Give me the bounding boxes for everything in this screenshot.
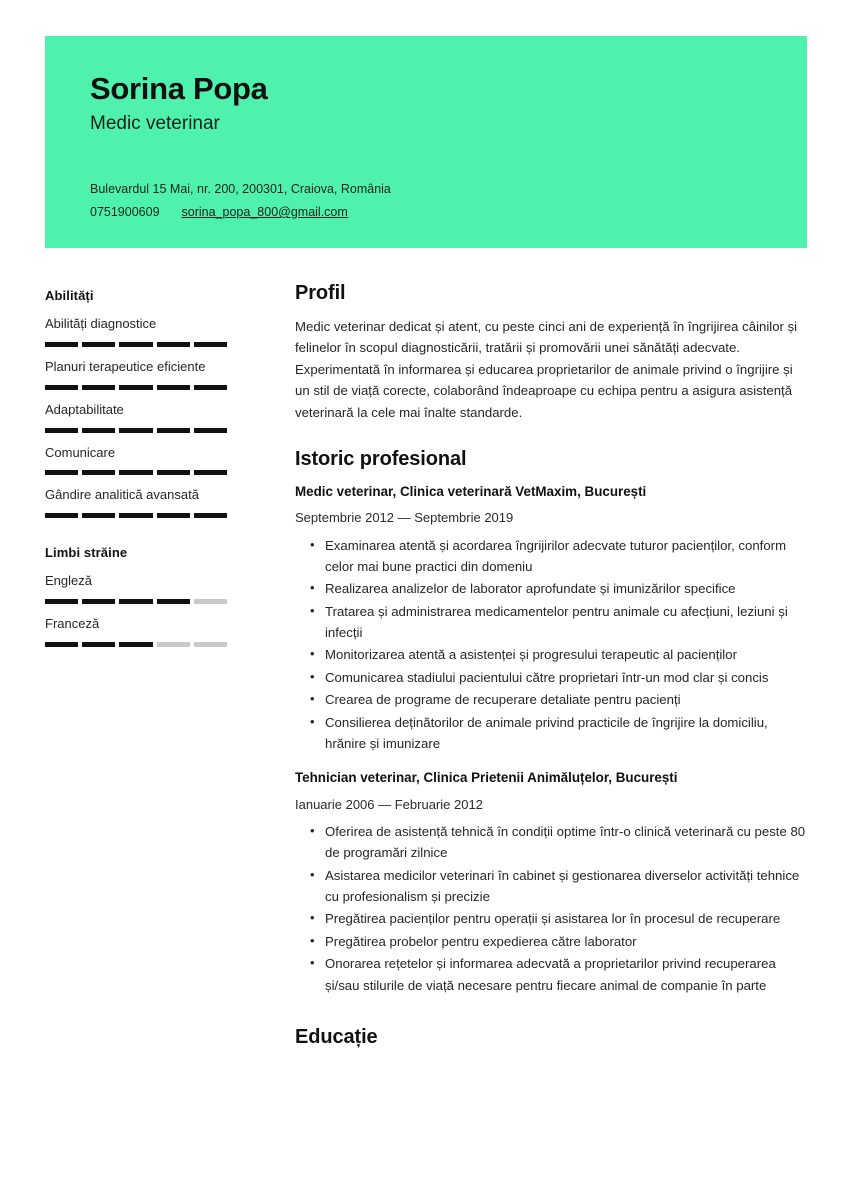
- job-title: Tehnician veterinar, Clinica Prietenii Animăluțelor, București: [295, 770, 678, 786]
- skill-item: [45, 315, 227, 347]
- job-dates: Septembrie 2012 — Septembrie 2019: [295, 510, 514, 526]
- main-content: [295, 282, 807, 1060]
- resume-header-banner: [45, 36, 807, 248]
- job-bullet: • Consilierea deținătorilor de animale privind practicile de îngrijire la domiciliu, hrănire și imunizare: [295, 712, 807, 755]
- job-entry: [295, 482, 807, 754]
- work-history-section: [295, 448, 807, 996]
- job-bullet: • Realizarea analizelor de laborator aprofundate și imunizărilor specifice: [295, 578, 807, 599]
- rating-segment-filled: [45, 470, 78, 475]
- rating-segment-filled: [45, 513, 78, 518]
- contact-email[interactable]: sorina_popa_800@gmail.com: [181, 205, 348, 219]
- contact-phone-email-row: [90, 201, 807, 224]
- rating-segment-filled: [194, 385, 227, 390]
- skill-rating-bar: [45, 470, 227, 475]
- rating-segment-filled: [194, 342, 227, 347]
- job-entry: [295, 768, 807, 996]
- job-bullet-list: [295, 535, 807, 755]
- job-bullet-list: [295, 821, 807, 996]
- rating-segment-filled: [82, 385, 115, 390]
- skill-rating-bar: [45, 513, 227, 518]
- job-bullet: • Tratarea și administrarea medicamentelor pentru animale cu afecțiuni, leziuni și infecții: [295, 601, 807, 644]
- contact-phone[interactable]: 0751900609: [90, 205, 160, 219]
- sidebar: [45, 288, 227, 658]
- rating-segment-filled: [157, 342, 190, 347]
- job-bullet: • Comunicarea stadiului pacientului către proprietari într-un mod clar și concis: [295, 667, 807, 688]
- skill-item: [45, 358, 227, 390]
- rating-segment-filled: [119, 642, 152, 647]
- rating-segment-empty: [194, 642, 227, 647]
- skill-label: Abilități diagnostice: [45, 316, 157, 331]
- rating-segment-filled: [45, 385, 78, 390]
- skill-rating-bar: [45, 428, 227, 433]
- rating-segment-filled: [194, 513, 227, 518]
- job-bullet: • Crearea de programe de recuperare detaliate pentru pacienți: [295, 689, 807, 710]
- job-dates: Ianuarie 2006 — Februarie 2012: [295, 796, 483, 812]
- education-section: [295, 1026, 807, 1049]
- skill-item: [45, 401, 227, 433]
- rating-segment-filled: [82, 342, 115, 347]
- rating-segment-filled: [157, 513, 190, 518]
- candidate-job-title: Medic veterinar: [90, 113, 220, 135]
- skills-heading: Abilități: [45, 288, 94, 303]
- rating-segment-filled: [82, 428, 115, 433]
- language-item: [45, 615, 227, 647]
- job-bullet: • Monitorizarea atentă a asistenței și progresului terapeutic al pacienților: [295, 644, 807, 665]
- rating-segment-filled: [157, 385, 190, 390]
- profile-text: Medic veterinar dedicat și atent, cu peste cinci ani de experiență în îngrijirea câinilor și felinelor în scopul diagnosticării, tratării și promovării unei sănătăți adecvate. Experimentată în informarea și educarea proprietarilor de animale privind o îngrijire și un stil de viață corecte, colaborând îndeaproape cu echipa pentru a asigura asistență veterinară la cele mai înalte standarde.: [295, 319, 798, 420]
- skill-label: Gândire analitică avansată: [45, 487, 199, 503]
- skills-section: [45, 288, 227, 518]
- skill-label: Planuri terapeutice eficiente: [45, 358, 206, 374]
- languages-section: [45, 545, 227, 647]
- rating-segment-filled: [82, 513, 115, 518]
- rating-segment-filled: [45, 599, 78, 604]
- languages-heading: Limbi străine: [45, 545, 128, 561]
- contact-block: [90, 178, 807, 224]
- rating-segment-filled: [119, 470, 152, 475]
- rating-segment-filled: [119, 599, 152, 604]
- rating-segment-filled: [194, 470, 227, 475]
- job-bullet: • Pregătirea probelor pentru expedierea către laborator: [295, 931, 807, 952]
- rating-segment-filled: [82, 470, 115, 475]
- skill-label: Comunicare: [45, 444, 116, 460]
- profile-section: [295, 282, 807, 423]
- rating-segment-filled: [45, 342, 78, 347]
- skill-rating-bar: [45, 342, 227, 347]
- rating-segment-filled: [119, 342, 152, 347]
- rating-segment-filled: [119, 428, 152, 433]
- skill-item: [45, 486, 227, 518]
- job-bullet: • Onorarea rețetelor și informarea adecvată a proprietarilor privind recuperarea și/sau stilurile de viață necesare pentru fiecare animal de companie în parte: [295, 953, 807, 996]
- rating-segment-empty: [194, 599, 227, 604]
- language-rating-bar: [45, 599, 227, 604]
- rating-segment-filled: [157, 428, 190, 433]
- profile-heading: Profil: [295, 282, 346, 304]
- job-bullet: • Oferirea de asistență tehnică în condiții optime într-o clinică veterinară cu peste 80 de programări zilnice: [295, 821, 807, 864]
- contact-address: Bulevardul 15 Mai, nr. 200, 200301, Craiova, România: [90, 181, 391, 196]
- job-bullet: • Examinarea atentă și acordarea îngrijirilor adecvate tuturor pacienților, conform celor mai bune practici din domeniu: [295, 535, 807, 578]
- language-item: [45, 572, 227, 604]
- rating-segment-filled: [82, 642, 115, 647]
- skill-item: [45, 444, 227, 476]
- education-heading: Educație: [295, 1025, 378, 1048]
- skill-rating-bar: [45, 385, 227, 390]
- rating-segment-filled: [119, 385, 152, 390]
- rating-segment-empty: [157, 642, 190, 647]
- rating-segment-filled: [157, 599, 190, 604]
- language-label: Franceză: [45, 616, 100, 632]
- rating-segment-filled: [82, 599, 115, 604]
- work-history-heading: Istoric profesional: [295, 447, 467, 470]
- rating-segment-filled: [157, 470, 190, 475]
- language-label: Engleză: [45, 573, 92, 589]
- rating-segment-filled: [194, 428, 227, 433]
- rating-segment-filled: [45, 642, 78, 647]
- candidate-full-name: Sorina Popa: [90, 71, 268, 106]
- job-bullet: • Asistarea medicilor veterinari în cabinet și gestionarea diverselor activități tehnice cu profesionalism și precizie: [295, 865, 807, 908]
- skill-label: Adaptabilitate: [45, 401, 124, 417]
- job-title: Medic veterinar, Clinica veterinară VetMaxim, București: [295, 483, 647, 499]
- job-bullet: • Pregătirea pacienților pentru operații și asistarea lor în procesul de recuperare: [295, 908, 807, 929]
- rating-segment-filled: [45, 428, 78, 433]
- rating-segment-filled: [119, 513, 152, 518]
- language-rating-bar: [45, 642, 227, 647]
